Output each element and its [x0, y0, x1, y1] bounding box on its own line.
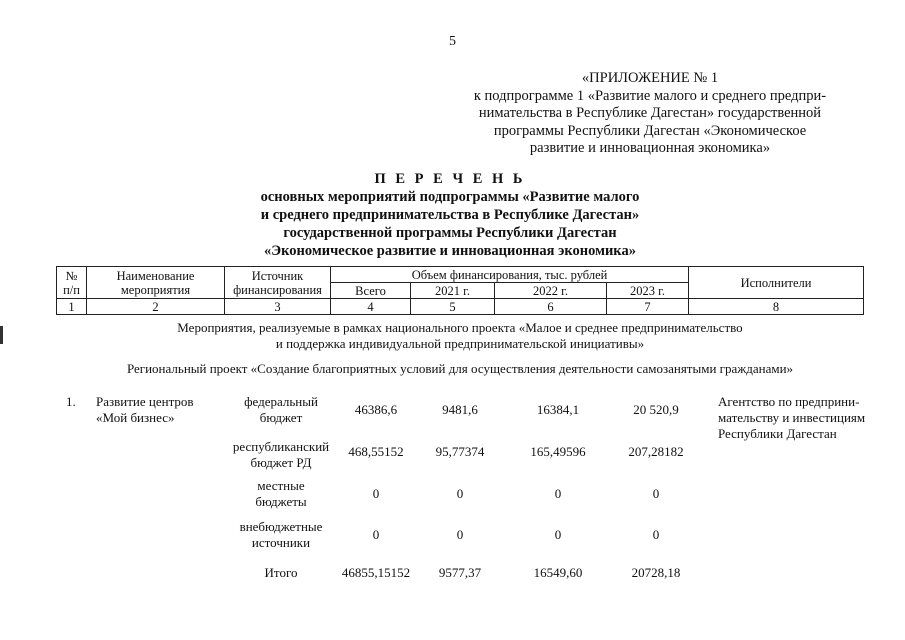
header-name: Наименование мероприятия [87, 267, 225, 299]
executor-line: мательству и инвестициям [718, 410, 866, 425]
source-line: Итого [264, 565, 298, 580]
value-2023: 0 [652, 527, 660, 542]
executor-line: Агентство по предприни- [718, 394, 860, 409]
title-line: и среднего предпринимательства в Республике Дагестан» [260, 207, 640, 223]
item-name-line: Развитие центров [96, 394, 194, 409]
header-total: Всего [331, 283, 411, 299]
value-total: 0 [372, 527, 380, 542]
header-volume: Объем финансирования, тыс. рублей [331, 267, 689, 283]
document-title [200, 170, 700, 260]
appendix-line: «ПРИЛОЖЕНИЕ № 1 [581, 70, 719, 86]
value-2021: 9481,6 [442, 402, 478, 417]
title-line: «Экономическое развитие и инновационная экономика» [264, 243, 636, 259]
item-name-line: «Мой бизнес» [96, 410, 175, 425]
item-name [96, 394, 226, 426]
index-row [57, 299, 864, 315]
national-project-line2: и поддержка индивидуальной предпринимательской инициативы» [275, 336, 645, 351]
source-line: федеральный [244, 394, 318, 409]
source-line: внебюджетные [239, 519, 323, 534]
appendix-block [440, 70, 860, 158]
header-2022: 2022 г. [495, 283, 607, 299]
header-source: Источник финансирования [225, 267, 331, 299]
index-cell: 2 [87, 299, 225, 315]
index-cell: 1 [57, 299, 87, 315]
value-2022: 0 [554, 527, 562, 542]
item-number: 1. [66, 394, 76, 409]
national-project-line1: Мероприятия, реализуемые в рамках национального проекта «Малое и среднее предпринимательство [177, 320, 743, 335]
value-2023: 207,28182 [628, 444, 684, 459]
source-line: бюджеты [255, 494, 307, 509]
header-2021: 2021 г. [411, 283, 495, 299]
value-2023: 0 [652, 486, 660, 501]
item-executor [718, 394, 878, 442]
source-line: бюджет РД [250, 455, 312, 470]
appendix-line: к подпрограмме 1 «Развитие малого и среднего предпри- [473, 87, 827, 104]
source-cell [228, 478, 334, 510]
title-heading: П Е Р Е Ч Е Н Ь [374, 171, 526, 187]
value-2023: 20728,18 [631, 565, 681, 580]
value-total: 46855,15152 [341, 565, 411, 580]
value-total: 468,55152 [348, 444, 404, 459]
value-total: 46386,6 [354, 402, 398, 417]
value-2022: 0 [554, 486, 562, 501]
source-line: местные [257, 478, 305, 493]
appendix-line: развитие и инновационная экономика» [529, 140, 771, 156]
index-cell: 4 [331, 299, 411, 315]
table-header [56, 266, 864, 315]
value-2022: 165,49596 [530, 444, 586, 459]
value-total: 0 [372, 486, 380, 501]
appendix-line: нимательства в Республике Дагестан» государственной [478, 105, 822, 121]
appendix-line: программы Республики Дагестан «Экономическое [493, 122, 807, 139]
index-cell: 6 [495, 299, 607, 315]
executor-line: Республики Дагестан [718, 426, 837, 441]
value-2022: 16549,60 [533, 565, 583, 580]
index-cell: 8 [689, 299, 864, 315]
header-executors: Исполнители [689, 267, 864, 299]
source-cell [228, 394, 334, 426]
value-2021: 9577,37 [438, 565, 482, 580]
index-cell: 5 [411, 299, 495, 315]
source-cell [228, 565, 334, 581]
value-2022: 16384,1 [536, 402, 580, 417]
regional-project-title: Региональный проект «Создание благоприятных условий для осуществления деятельности самозанятыми гражданами» [126, 361, 794, 376]
source-cell [228, 439, 334, 471]
value-2023: 20 520,9 [633, 402, 679, 417]
source-line: источники [251, 535, 311, 550]
title-line: основных мероприятий подпрограммы «Развитие малого [260, 189, 640, 205]
source-line: бюджет [259, 410, 303, 425]
title-line: государственной программы Республики Дагестан [283, 225, 617, 241]
index-cell: 3 [225, 299, 331, 315]
source-line: республиканский [232, 439, 330, 454]
scan-edge-mark [0, 326, 3, 344]
value-2021: 0 [456, 527, 464, 542]
header-2023: 2023 г. [607, 283, 689, 299]
page-number: 5 [449, 34, 456, 49]
header-number: № п/п [57, 267, 87, 299]
value-2021: 95,77374 [435, 444, 485, 459]
value-2021: 0 [456, 486, 464, 501]
source-cell [228, 519, 334, 551]
index-cell: 7 [607, 299, 689, 315]
